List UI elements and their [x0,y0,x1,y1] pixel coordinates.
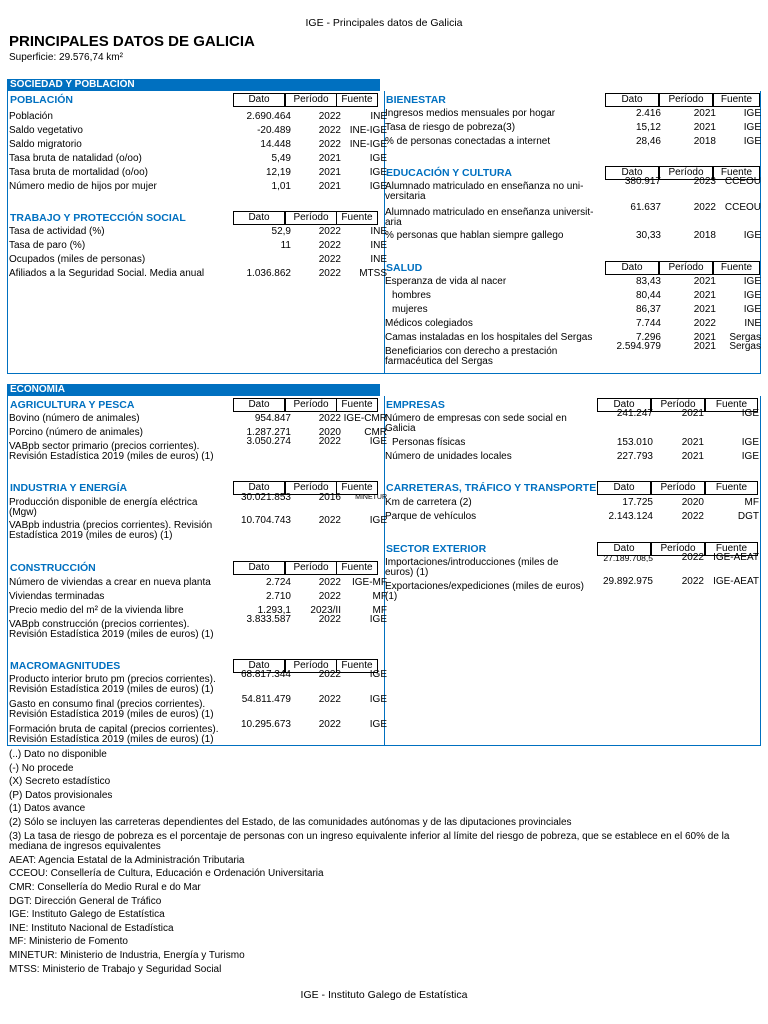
row-value: 2.416 [635,108,661,119]
row-period: 2020 [318,427,341,438]
col-head-dato: Dato [233,659,285,673]
row-label-line: Personas físicas [392,437,466,448]
row-period: 2022 [693,318,716,329]
col-head-dato: Dato [605,261,659,275]
col-head-fuente: Fuente [336,481,378,495]
row-value: 11 [280,240,291,251]
row-source: IGE [741,451,759,462]
row-source: CCEOU [724,202,761,213]
row-source: IGE [743,108,761,119]
row-label-line: Camas instaladas en los hospitales del Sergas [385,332,593,343]
row-period: 2021 [693,304,716,315]
col-head-dato: Dato [605,93,659,107]
note-line: MF: Ministerio de Fomento [9,936,128,948]
row-source: IGE [369,153,387,164]
row-period: 2021 [681,437,704,448]
row-label-line: Estadística 2019 (miles de euros) (1) [9,530,173,541]
row-label-line: Ingresos medios mensuales por hogar [385,108,556,119]
row-label-line: Revisión Estadística 2019 (miles de euros) (1) [9,684,214,695]
row-source: IGE-AEAT [713,552,759,563]
row-label-line: % de personas conectadas a internet [385,136,551,147]
col-head-periodo: Período [285,481,337,495]
col-head-periodo: Período [659,166,713,180]
col-head-dato: Dato [605,166,659,180]
row-source: IGE [369,167,387,178]
row-label-line: Importaciones/introducciones (miles de [385,557,559,568]
row-label-line: Tasa bruta de natalidad (o/oo) [9,153,142,164]
row-label-line: Alumnado matriculado en enseñanza no uni- [385,181,584,192]
row-source: IGE [369,515,387,526]
row-label-line: Parque de vehículos [385,511,477,522]
row-label-line: Revisión Estadística 2019 (miles de euros) (1) [9,451,214,462]
row-value: 30.021.853 [240,492,291,503]
row-source: IGE [741,437,759,448]
col-head-dato: Dato [597,481,651,495]
row-source: IGE [743,122,761,133]
col-head-fuente: Fuente [336,659,378,673]
row-label-line: Tasa bruta de mortalidad (o/oo) [9,167,148,178]
row-source: IGE [743,290,761,301]
row-value: 14.448 [260,139,291,150]
row-source: MTSS [359,268,387,279]
row-label-line: Ocupados (miles de personas) [9,254,146,265]
row-source: IGE-AEAT [713,576,759,587]
row-label-line: Alumnado matriculado en enseñanza universit- [385,207,594,218]
panel-title-empresas: EMPRESAS [386,399,445,411]
row-value: 12,19 [265,167,291,178]
note-line: MTSS: Ministerio de Trabajo y Seguridad Social [9,963,222,975]
row-label-line: Producto interior bruto pm (precios corrientes). [9,674,216,685]
row-label-line: Número de empresas con sede social en [385,413,567,424]
row-period: 2018 [693,230,716,241]
row-label-line: Número de viviendas a crear en nueva planta [9,577,211,588]
panel-title-industria: INDUSTRIA Y ENERGÍA [10,482,128,494]
col-head-periodo: Período [285,211,337,225]
row-label-line: Beneficiarios con derecho a prestación [385,346,558,357]
row-source: IGE [743,230,761,241]
note-line: AEAT: Agencia Estatal de la Administración Tributaria [9,854,245,866]
row-value: 27.189.708,5 [603,553,653,563]
note-line: DGT: Dirección General de Tráfico [9,895,162,907]
col-head-periodo: Período [651,481,705,495]
row-source: IGE [743,136,761,147]
row-label-line: farmacéutica del Sergas [385,356,493,367]
row-source: IGE-MF [352,577,387,588]
row-value: 30,33 [635,230,661,241]
row-period: 2021 [693,276,716,287]
col-head-fuente: Fuente [713,166,760,180]
surface-area: Superficie: 29.576,74 km² [9,52,123,63]
note-line: (1) Datos avance [9,803,86,815]
row-period: 2021 [318,153,341,164]
row-period: 2020 [681,497,704,508]
row-period: 2021 [693,108,716,119]
row-period: 2022 [318,694,341,705]
row-label-line: Población [9,111,53,122]
row-label-line: % personas que hablan siempre gallego [385,230,564,241]
row-value: 3.833.587 [246,614,291,625]
row-value: 54.811.479 [241,694,291,705]
col-head-dato: Dato [233,561,285,575]
row-period: 2021 [318,181,341,192]
row-label-line: Exportaciones/expediciones (miles de euros) [385,581,584,592]
panel-title-educacion: EDUCACIÓN Y CULTURA [386,167,513,179]
row-label-line: versitaria [385,191,426,202]
panel-title-macro: MACROMAGNITUDES [10,660,121,672]
row-value: 61.637 [630,202,661,213]
row-period: 2021 [693,332,716,343]
row-source: IGE [369,436,387,447]
section-bar-sociedad: SOCIEDAD Y POBLACIÓN [7,79,380,91]
panel-title-exterior: SECTOR EXTERIOR [386,543,487,555]
row-label-line: Tasa de riesgo de pobreza(3) [385,122,516,133]
row-label-line: Afiliados a la Seguridad Social. Media anual [9,268,205,279]
row-label-line: Médicos colegiados [385,318,473,329]
row-period: 2021 [681,408,704,419]
row-label-line: Gasto en consumo final (precios corrientes). [9,699,206,710]
col-head-periodo: Período [651,398,705,412]
row-period: 2022 [318,111,341,122]
panel-title-poblacion: POBLACIÓN [10,94,73,106]
row-value: 3.050.274 [246,436,291,447]
note-line: (3) La tasa de riesgo de pobreza es el porcentaje de personas con un ingreso equivalente inferior al límite del riesgo de pobreza, que se establece en el 60% de la [9,830,730,842]
row-value: 7.744 [635,318,661,329]
row-period: 2023 [693,176,716,187]
row-period: 2022 [681,552,704,563]
row-value: 2.724 [265,577,291,588]
row-label-line: Producción disponible de energía eléctrica [9,497,198,508]
row-value: 2.594.979 [616,341,661,352]
panel-title-salud: SALUD [386,262,423,274]
row-period: 2022 [318,577,341,588]
row-source: IGE [369,181,387,192]
col-head-fuente: Fuente [336,211,378,225]
col-head-periodo: Período [651,542,705,556]
row-label-line: Porcino (número de animales) [9,427,143,438]
row-period: 2022 [318,591,341,602]
row-source: MF [744,497,759,508]
row-value: 10.704.743 [240,515,291,526]
row-period: 2022 [318,139,341,150]
col-head-periodo: Período [285,659,337,673]
row-period: 2021 [681,451,704,462]
row-value: 954.847 [254,413,291,424]
col-head-dato: Dato [233,481,285,495]
col-head-periodo: Período [659,93,713,107]
col-head-fuente: Fuente [336,93,378,107]
row-label-line: aria [385,217,402,228]
row-period: 2022 [681,576,704,587]
note-line: IGE: Instituto Galego de Estatística [9,909,165,921]
row-value: 86,37 [635,304,661,315]
row-label-line: Número de unidades locales [385,451,512,462]
row-label-line: hombres [392,290,431,301]
row-source: MF [372,591,387,602]
row-label-line: Revisión Estadística 2019 (miles de euros) (1) [9,709,214,720]
page-header: IGE - Principales datos de Galicia [305,17,463,29]
row-source: Sergas [729,341,761,352]
panel-title-carreteras: CARRETERAS, TRÁFICO Y TRANSPORTE [386,482,597,494]
row-label-line: VABpb construcción (precios corrientes). [9,619,190,630]
row-label-line: Precio medio del m² de la vivienda libre [9,605,184,616]
row-label-line: euros) (1) [385,567,429,578]
col-head-dato: Dato [233,93,285,107]
note-line: (..) Dato no disponible [9,749,107,760]
row-label-line: Número medio de hijos por mujer [9,181,157,192]
col-head-dato: Dato [597,542,651,556]
row-source: IGE [741,408,759,419]
row-value: 7.296 [635,332,661,343]
note-line: (2) Sólo se incluyen las carreteras dependientes del Estado, de las comunidades autónomas y de las diputaciones provinciales [9,816,572,828]
note-line: MINETUR: Ministerio de Industria, Energía y Turismo [9,949,245,961]
row-label-line: mujeres [392,304,428,315]
col-head-dato: Dato [597,398,651,412]
col-head-dato: Dato [233,398,285,412]
row-label-line: Revisión Estadística 2019 (miles de euros) (1) [9,629,214,640]
row-label-line: VABpb industria (precios corrientes). Revisión [9,520,213,531]
panel-title-agricultura: AGRICULTURA Y PESCA [10,399,135,411]
row-period: 2022 [318,436,341,447]
row-period: 2021 [318,167,341,178]
col-head-fuente: Fuente [336,561,378,575]
row-label-line: VABpb sector primario (precios corrientes). [9,441,200,452]
row-period: 2022 [318,125,341,136]
row-source: INE [370,240,387,251]
note-line: INE: Instituto Nacional de Estadística [9,922,174,934]
row-period: 2023/II [310,605,341,616]
row-period: 2016 [318,492,341,503]
row-label-line: Bovino (número de animales) [9,413,140,424]
row-period: 2021 [693,122,716,133]
col-head-fuente: Fuente [705,398,758,412]
row-label-line: Galicia [385,423,416,434]
section-bar-economia: ECONOMÍA [7,384,380,396]
row-period: 2021 [693,290,716,301]
row-source: INE-IGE [349,125,387,136]
row-period: 2021 [693,341,716,352]
col-head-periodo: Período [285,398,337,412]
row-source: IGE [369,669,387,680]
row-source: IGE [743,276,761,287]
row-period: 2022 [318,226,341,237]
panel-title-trabajo: TRABAJO Y PROTECCIÓN SOCIAL [10,212,186,224]
row-value: 1.287.271 [246,427,291,438]
row-value: 83,43 [635,276,661,287]
row-source: Sergas [729,332,761,343]
row-source: INE [370,226,387,237]
row-source: INE [744,318,761,329]
col-head-periodo: Período [659,261,713,275]
row-period: 2018 [693,136,716,147]
row-label-line: (Mgw) [9,507,37,518]
panel-title-construccion: CONSTRUCCIÓN [10,562,96,574]
row-period: 2022 [318,254,341,265]
row-period: 2022 [318,240,341,251]
row-label-line: Esperanza de vida al nacer [385,276,507,287]
row-label-line: Tasa de paro (%) [9,240,86,251]
row-label-line: Formación bruta de capital (precios corrientes). [9,724,219,735]
col-head-periodo: Período [285,93,337,107]
row-source: MF [372,605,387,616]
row-value: 80,44 [635,290,661,301]
row-label-line: Revisión Estadística 2019 (miles de euros) (1) [9,734,214,745]
row-source: INE [370,254,387,265]
row-value: 17.725 [622,497,653,508]
row-source: IGE-CMR [343,413,387,424]
note-line: (P) Datos provisionales [9,789,113,801]
row-value: 2.690.464 [246,111,291,122]
row-value: 227.793 [616,451,653,462]
row-value: 68.817.344 [240,669,291,680]
row-value: 1,01 [271,181,291,192]
row-label-line: Km de carretera (2) [385,497,472,508]
row-value: 2.710 [265,591,291,602]
row-label-line: Viviendas terminadas [9,591,105,602]
page-title: PRINCIPALES DATOS DE GALICIA [9,33,255,50]
page-footer: IGE - Instituto Galego de Estatística [300,989,468,1001]
row-period: 2022 [318,515,341,526]
row-source: IGE [743,304,761,315]
row-value: 1.293,1 [257,605,291,616]
row-period: 2022 [693,202,716,213]
col-head-fuente: Fuente [705,481,758,495]
panel-title-bienestar: BIENESTAR [386,94,446,106]
row-label-line: Saldo migratorio [9,139,82,150]
row-value: -20.489 [257,125,291,136]
row-value: 380.917 [624,176,661,187]
note-line: CCEOU: Consellería de Cultura, Educación e Ordenación Universitaria [9,868,324,880]
row-label-line: Tasa de actividad (%) [9,226,105,237]
row-source: MINETUR [355,494,387,501]
row-value: 28,46 [635,136,661,147]
col-head-periodo: Período [285,561,337,575]
row-source: IGE [369,719,387,730]
col-head-dato: Dato [233,211,285,225]
note-line: mediana de ingresos equivalentes [9,841,161,853]
note-line: (X) Secreto estadístico [9,776,111,788]
row-period: 2022 [318,268,341,279]
row-value: 15,12 [635,122,661,133]
col-head-fuente: Fuente [336,398,378,412]
row-source: INE [370,111,387,122]
row-value: 1.036.862 [246,268,291,279]
row-source: IGE [369,694,387,705]
row-value: 5,49 [271,153,291,164]
row-value: 153.010 [616,437,653,448]
row-source: INE-IGE [349,139,387,150]
col-head-fuente: Fuente [713,93,760,107]
note-line: (-) No procede [9,762,74,774]
row-source: CCEOU [724,176,761,187]
row-value: 10.295.673 [240,719,291,730]
row-period: 2022 [318,669,341,680]
row-value: 2.143.124 [608,511,653,522]
row-period: 2022 [318,719,341,730]
row-value: 241.247 [616,408,653,419]
notes [9,748,761,976]
row-source: DGT [737,511,759,522]
row-period: 2022 [318,413,341,424]
note-line: CMR: Consellería do Medio Rural e do Mar [9,881,201,893]
row-source: IGE [369,614,387,625]
col-head-fuente: Fuente [705,542,758,556]
row-source: CMR [364,427,387,438]
row-value: 29.892.975 [602,576,653,587]
row-period: 2022 [318,614,341,625]
row-label-line: (1) [385,591,398,602]
row-label-line: Saldo vegetativo [9,125,83,136]
row-period: 2022 [681,511,704,522]
col-head-fuente: Fuente [713,261,760,275]
row-value: 52,9 [271,226,291,237]
